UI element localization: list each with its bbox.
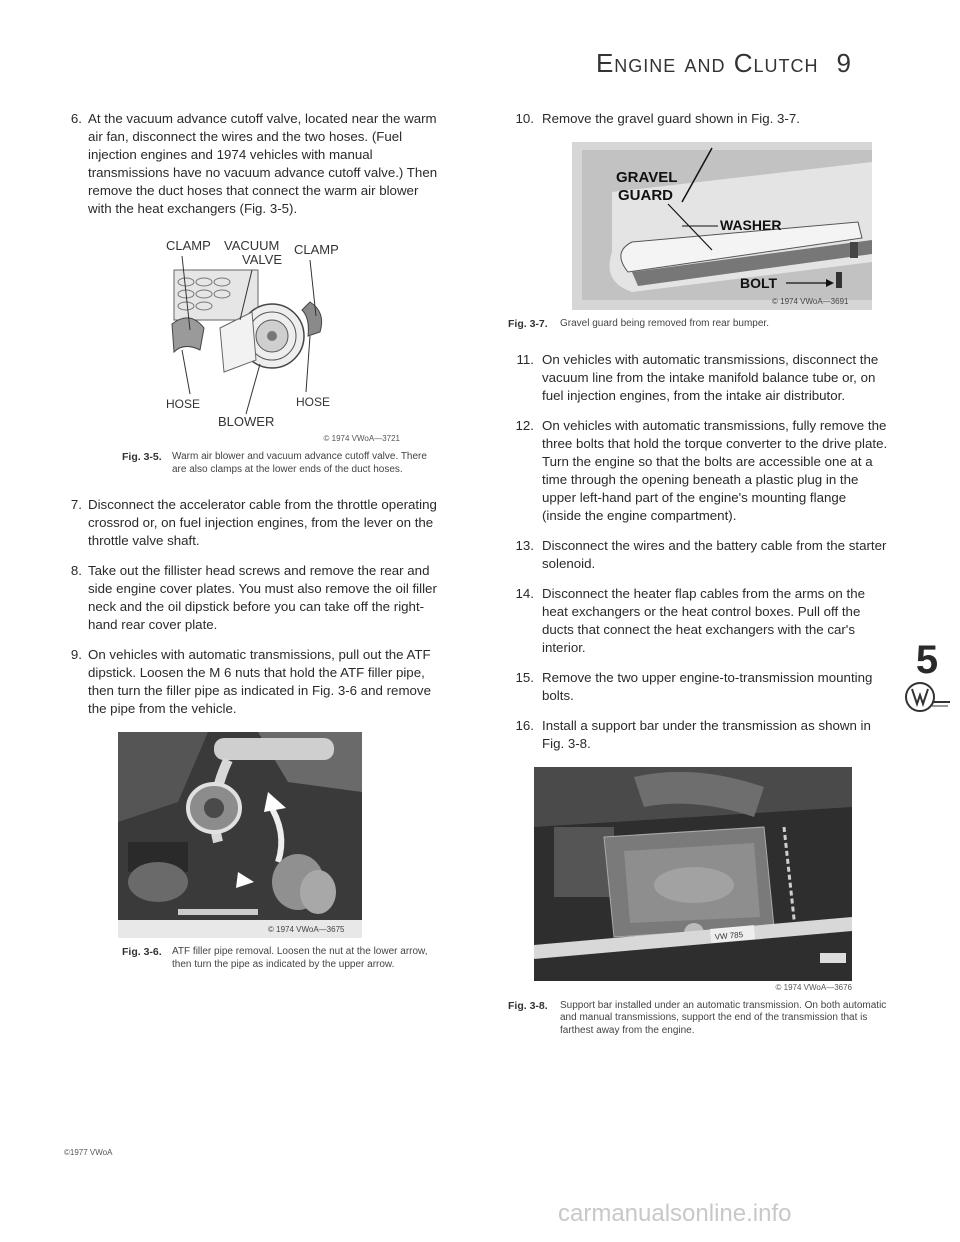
label-valve: VALVE [242, 252, 282, 267]
chapter-title: Engine and Clutch [595, 48, 819, 78]
label-hose-1: HOSE [166, 397, 201, 411]
blower-drawing [160, 232, 340, 432]
step-6: 6. At the vacuum advance cutoff valve, located near the warm air fan, disconnect the wires and the two hoses. (Fuel injection engines and 1974 vehicles with manual transmissions have no vacuum advance cutoff valve.) Then remove the duct hoses that connect the warm air blower with the heat exchangers (Fig. 3-5). [70, 111, 438, 216]
caption-fig-3-8: Fig. 3-8. Support bar installed under an automatic transmission. On both automatic and manual transmissions, support the end of the transmission that is farthest away from the engine. [508, 999, 887, 1036]
vw-logo-icon [902, 680, 952, 714]
label-guard: GUARD [618, 187, 673, 204]
atf-pipe-photo [118, 732, 362, 938]
gravel-guard-photo [572, 142, 872, 310]
step-15: 15. Remove the two upper engine-to-transmission mounting bolts. [515, 669, 873, 703]
support-bar-photo [534, 767, 852, 981]
label-clamp-2: CLAMP [294, 242, 339, 257]
step-11: 11. On vehicles with automatic transmissions, disconnect the vacuum line from the intake manifold balance tube or, on fuel injection engines, from the intake air distributor. [516, 351, 879, 403]
page-footer: ©1977 VWoA [64, 1148, 113, 1157]
fig37-copyright: © 1974 VWoA—3691 [772, 297, 849, 306]
section-tab [902, 640, 952, 719]
label-gravel: GRAVEL [616, 169, 678, 186]
right-column [508, 110, 888, 1057]
label-blower: BLOWER [218, 414, 275, 429]
page-header [596, 48, 852, 79]
step-8: 8. Take out the fillister head screws and remove the rear and side engine cover plates. You must also remove the oil filler neck and the oil dipstick before you can take off the right-hand rear cover plate. [70, 563, 437, 632]
step-10: 10. Remove the gravel guard shown in Fig. 3-7. [515, 111, 800, 126]
caption-fig-3-5: Fig. 3-5. Warm air blower and vacuum advance cutoff valve. There are also clamps at the lower ends of the duct hoses. [122, 451, 427, 475]
step-16: 16. Install a support bar under the transmission as shown in Fig. 3-8. [515, 717, 871, 751]
figure-3-5 [160, 232, 400, 443]
fig38-copyright: © 1974 VWoA—3676 [775, 982, 852, 992]
step-9: 9. On vehicles with automatic transmissions, pull out the ATF dipstick. Loosen the M 6 nuts that hold the ATF filler pipe, then turn the filler pipe as indicated in Fig. 3-6 and remove the pipe from the vehicle. [70, 647, 431, 716]
page-number: 9 [836, 48, 852, 78]
left-column [60, 110, 440, 991]
step-12: 12. On vehicles with automatic transmissions, fully remove the three bolts that hold the torque converter to the drive plate. Turn the engine so that the bolts are accessible one at a time through the opening beneath a plastic plug in the upper left-hand part of the engine's mounting flange (inside the engine compartment). [515, 417, 888, 523]
section-number: 5 [915, 638, 939, 682]
label-vacuum: VACUUM [224, 238, 280, 253]
label-bolt: BOLT [740, 275, 778, 291]
caption-fig-3-7: Fig. 3-7. Gravel guard being removed from rear bumper. [508, 318, 769, 330]
label-hose-2: HOSE [296, 395, 331, 409]
caption-fig-3-6: Fig. 3-6. ATF filler pipe removal. Loosen the nut at the lower arrow, then turn the pipe as indicated by the upper arrow. [122, 946, 428, 970]
figure-3-8 [534, 767, 852, 992]
step-13: 13. Disconnect the wires and the battery cable from the starter solenoid. [515, 537, 887, 571]
step-14: 14. Disconnect the heater flap cables from the arms on the heat exchangers or the heat control boxes. Pull off the ducts that connect the heat exchangers with the car's interior. [515, 585, 865, 655]
label-clamp-1: CLAMP [166, 238, 211, 253]
figure-3-6 [118, 732, 362, 938]
figure-3-7 [572, 142, 872, 310]
watermark: carmanualsonline.info [558, 1200, 792, 1227]
fig35-copyright: © 1974 VWoA—3721 [323, 434, 400, 443]
fig36-copyright: © 1974 VWoA—3675 [268, 925, 345, 934]
label-washer: WASHER [720, 217, 782, 233]
step-7: 7. Disconnect the accelerator cable from the throttle operating crossrod or, on fuel injection engines, from the lever on the throttle valve shaft. [70, 497, 437, 548]
tool-stamp: VW 785 [714, 929, 744, 942]
